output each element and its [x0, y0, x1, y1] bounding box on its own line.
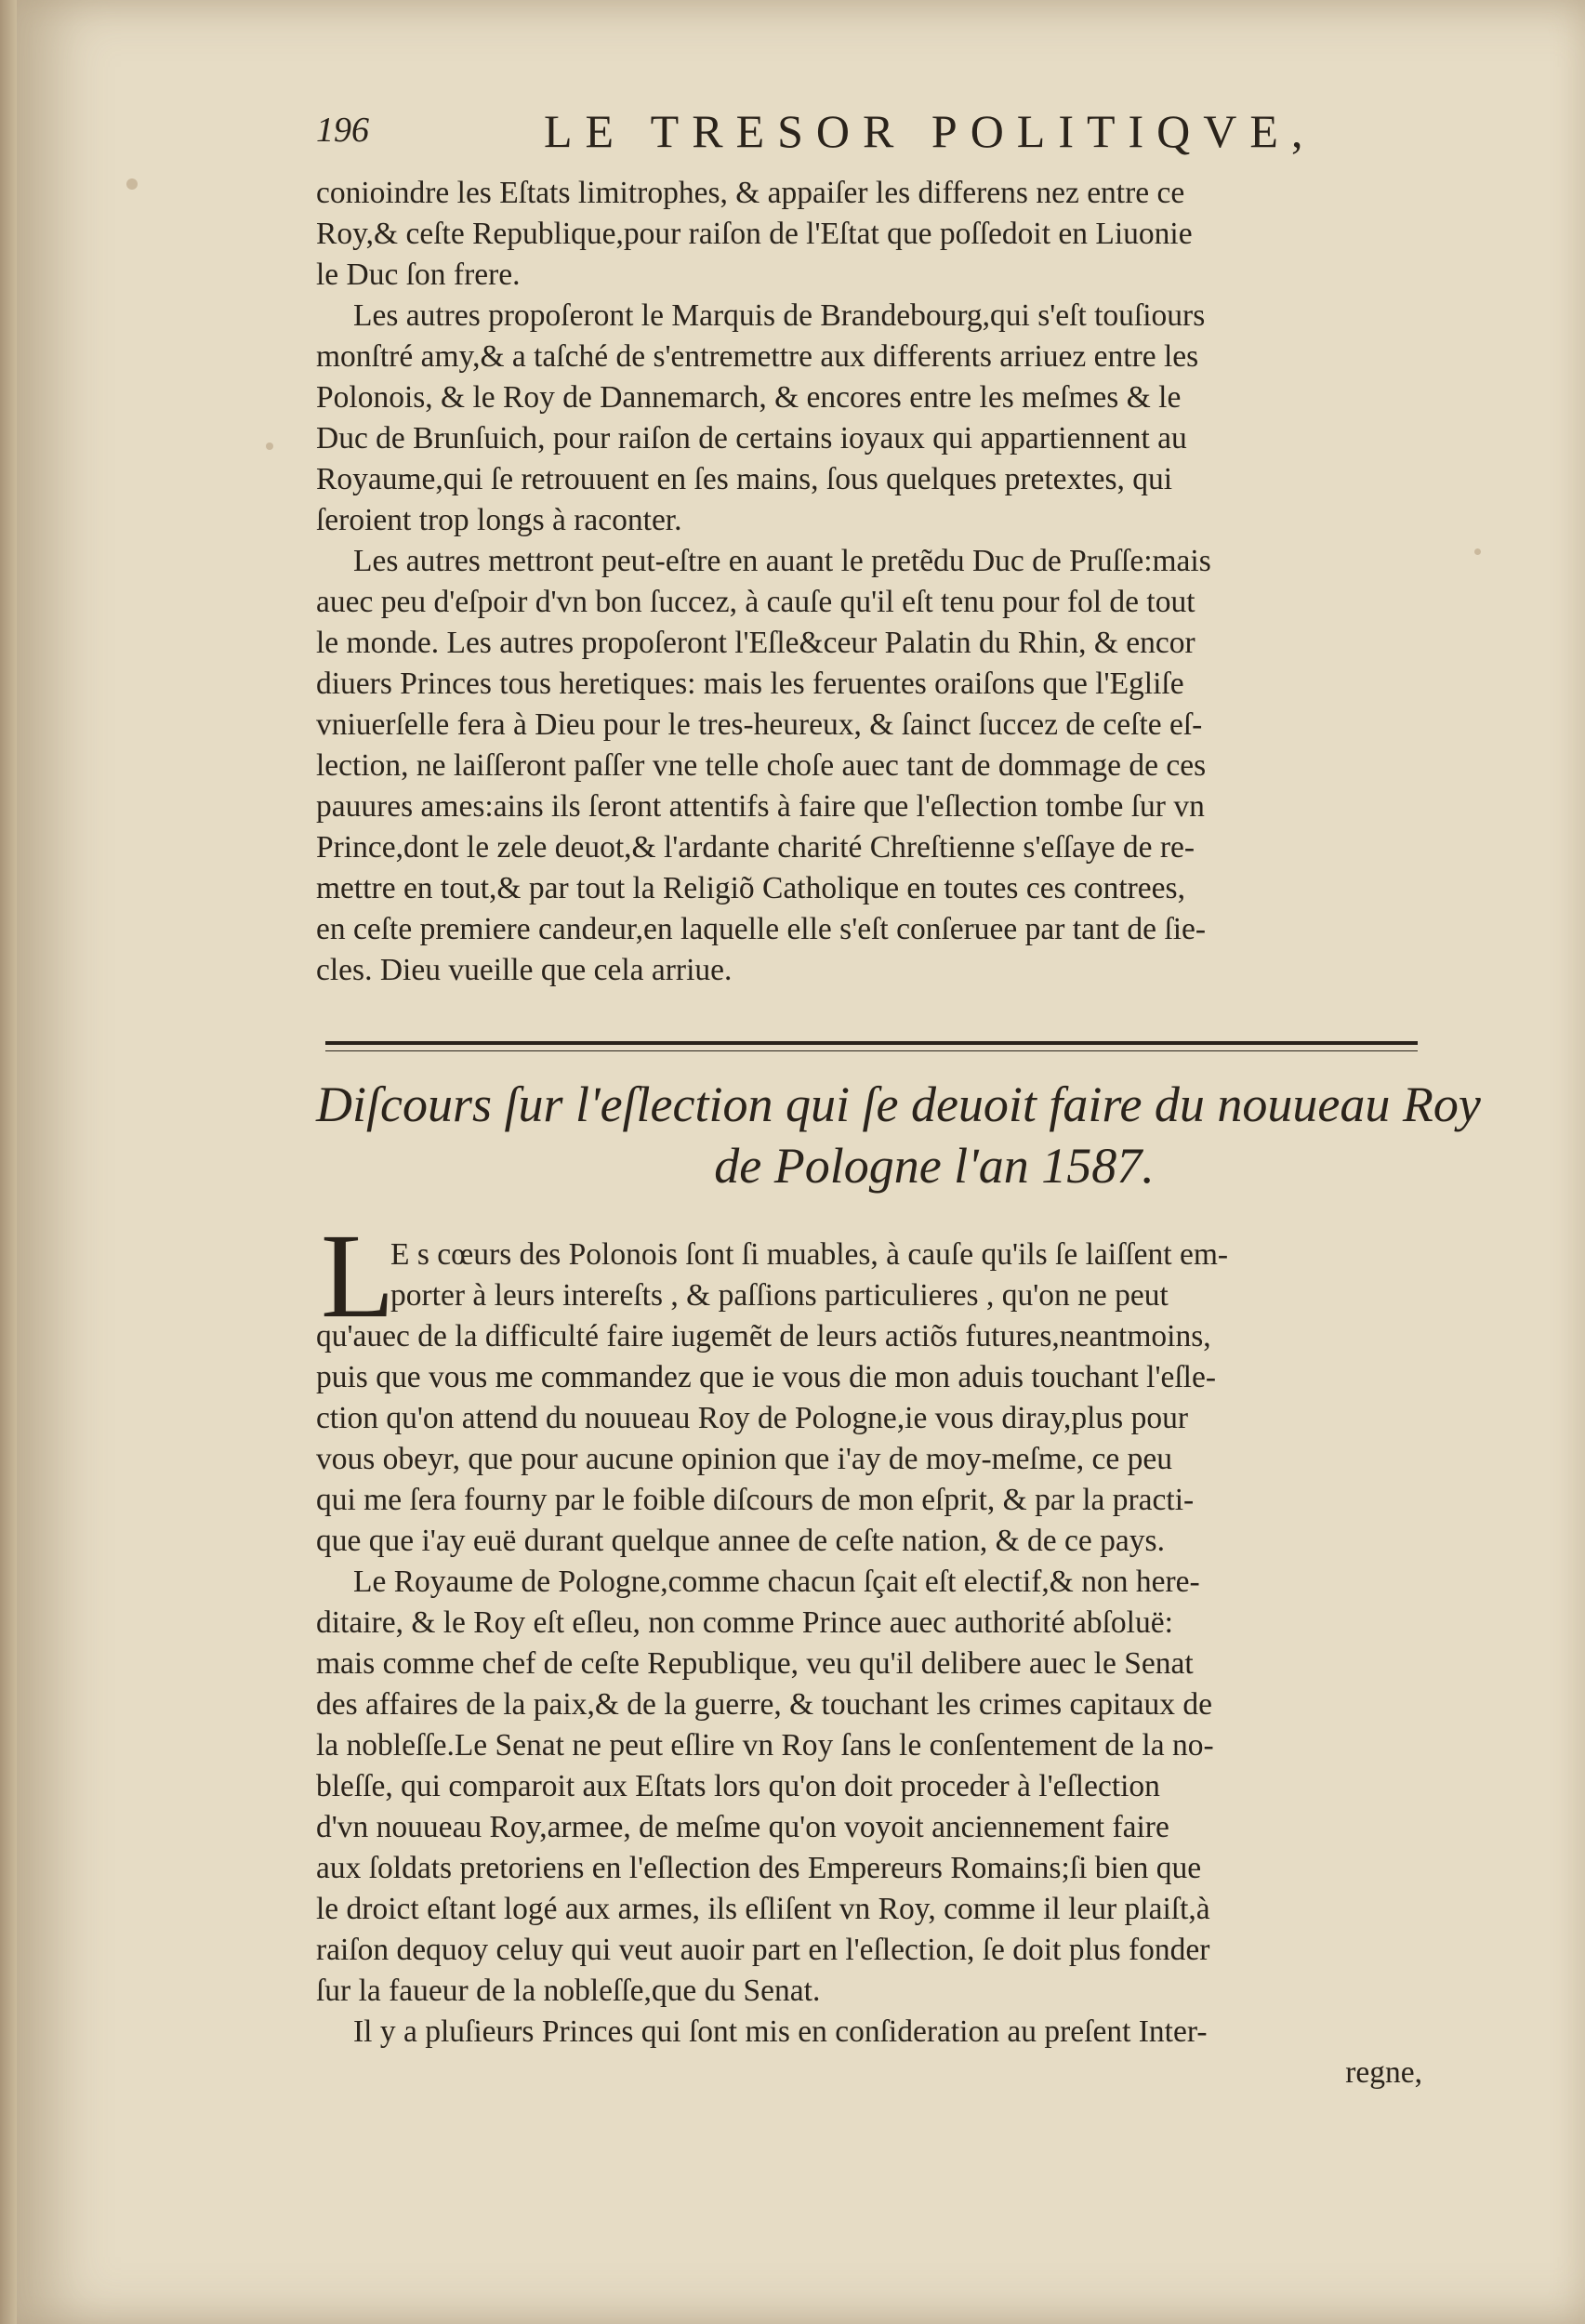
text-line: Les autres propoſeront le Marquis de Brandebourg,qui s'eſt touſiours — [353, 298, 1206, 333]
text-line: la nobleſſe.Le Senat ne peut eſlire vn Roy ſans le conſentement de la no- — [316, 1728, 1214, 1763]
text-line: puis que vous me commandez que ie vous die mon aduis touchant l'eſle- — [316, 1360, 1216, 1394]
section-title-line: de Pologne l'an 1587. — [714, 1138, 1155, 1194]
text-line: des affaires de la paix,& de la guerre, & touchant les crimes capitaux de — [316, 1687, 1212, 1722]
text-line: Royaume,qui ſe retrouuent en ſes mains, ſous quelques pretextes, qui — [316, 462, 1173, 496]
section-body-text — [316, 1316, 1422, 2093]
text-line: Duc de Brunſuich, pour raiſon de certains ioyaux qui appartiennent au — [316, 421, 1187, 456]
text-line: ction qu'on attend du nouueau Roy de Pologne,ie vous diray,plus pour — [316, 1401, 1188, 1435]
text-line: ſur la faueur de la nobleſſe,que du Senat. — [316, 1974, 821, 2008]
text-line: d'vn nouueau Roy,armee, de meſme qu'on voyoit anciennement faire — [316, 1810, 1169, 1844]
text-line: ditaire, & le Roy eſt eſleu, non comme Prince auec authorité abſoluë: — [316, 1605, 1173, 1640]
text-line: bleſſe, qui comparoit aux Eſtats lors qu'on doit proceder à l'eſlection — [316, 1769, 1160, 1803]
text-line: conioindre les Eſtats limitrophes, & appaiſer les differens nez entre ce — [316, 176, 1185, 210]
text-line: ſeroient trop longs à raconter. — [316, 503, 682, 537]
section-title-line: Diſcours ſur l'eſlection qui ſe deuoit faire du nouueau Roy — [316, 1076, 1481, 1132]
text-line: Roy,& ceſte Republique,pour raiſon de l'Eſtat que poſſedoit en Liuonie — [316, 217, 1193, 251]
section-rule-thin — [325, 1050, 1418, 1051]
running-title: LE TRESOR POLITIQVE, — [544, 105, 1316, 157]
text-line: en ceſte premiere candeur,en laquelle elle s'eſt conſeruee par tant de ſie- — [316, 912, 1207, 946]
text-line: Prince,dont le zele deuot,& l'ardante charité Chreſtienne s'eſſaye de re- — [316, 830, 1195, 865]
page-header — [316, 104, 1316, 160]
text-line: raiſon dequoy celuy qui veut auoir part en l'eſlection, ſe doit plus fonder — [316, 1933, 1210, 1967]
text-line: monſtré amy,& a taſché de s'entremettre aux differents arriuez entre les — [316, 339, 1199, 374]
text-line: pauures ames:ains ils ſeront attentifs à faire que l'eſlection tombe ſur vn — [316, 789, 1205, 824]
ink-spot — [1474, 548, 1481, 555]
previous-section-text — [316, 173, 1422, 991]
text-line: E s cœurs des Polonois ſont ſi muables, à cauſe qu'ils ſe laiſſent em- — [390, 1237, 1229, 1272]
text-line: aux ſoldats pretoriens en l'eſlection des Empereurs Romains;ſi bien que — [316, 1851, 1202, 1885]
section-rule-thick — [325, 1041, 1418, 1045]
page-number: 196 — [316, 111, 369, 150]
ink-spot — [126, 178, 138, 190]
text-line: le Duc ſon frere. — [316, 257, 521, 292]
text-line: le droict eſtant logé aux armes, ils eſliſent vn Roy, comme il leur plaiſt,à — [316, 1892, 1210, 1926]
drop-cap: L — [321, 1209, 395, 1343]
ink-spot — [266, 442, 273, 450]
text-line: porter à leurs intereſts , & paſſions particulieres , qu'on ne peut — [390, 1278, 1169, 1313]
text-line: qui me ſera fourny par le foible diſcours de mon eſprit, & par la practi- — [316, 1483, 1195, 1517]
text-line: le monde. Les autres propoſeront l'Eſle&ceur Palatin du Rhin, & encor — [316, 626, 1195, 660]
text-line: Le Royaume de Pologne,comme chacun ſçait eſt electif,& non here- — [353, 1565, 1200, 1599]
text-line: Il y a pluſieurs Princes qui ſont mis en conſideration au preſent Inter- — [353, 2014, 1208, 2049]
text-line: Polonois, & le Roy de Dannemarch, & encores entre les meſmes & le — [316, 380, 1182, 415]
text-line: vniuerſelle fera à Dieu pour le tres-heureux, & ſainct ſuccez de ceſte eſ- — [316, 707, 1203, 742]
text-line: Les autres mettront peut-eſtre en auant le pretẽdu Duc de Pruſſe:mais — [353, 544, 1211, 578]
catchword: regne, — [1345, 2055, 1422, 2090]
text-line: cles. Dieu vueille que cela arriue. — [316, 953, 733, 987]
book-gutter — [0, 0, 17, 2324]
text-line: diuers Princes tous heretiques: mais les feruentes oraiſons que l'Egliſe — [316, 667, 1184, 701]
text-line: qu'auec de la difficulté faire iugemẽt de leurs actiõs futures,neantmoins, — [316, 1319, 1211, 1353]
text-line: lection, ne laiſſeront paſſer vne telle choſe auec tant de dommage de ces — [316, 748, 1207, 783]
text-line: auec peu d'eſpoir d'vn bon ſuccez, à cauſe qu'il eſt tenu pour fol de tout — [316, 585, 1195, 619]
text-line: mettre en tout,& par tout la Religiõ Catholique en toutes ces contrees, — [316, 871, 1185, 905]
text-line: mais comme chef de ceſte Republique, veu qu'il delibere auec le Senat — [316, 1646, 1194, 1681]
section-title — [316, 1074, 1481, 1196]
text-line: que que i'ay euë durant quelque annee de ceſte nation, & de ce pays. — [316, 1524, 1165, 1558]
text-line: vous obeyr, que pour aucune opinion que i'ay de moy-meſme, ce peu — [316, 1442, 1173, 1476]
opening-lines — [390, 1235, 1422, 1316]
